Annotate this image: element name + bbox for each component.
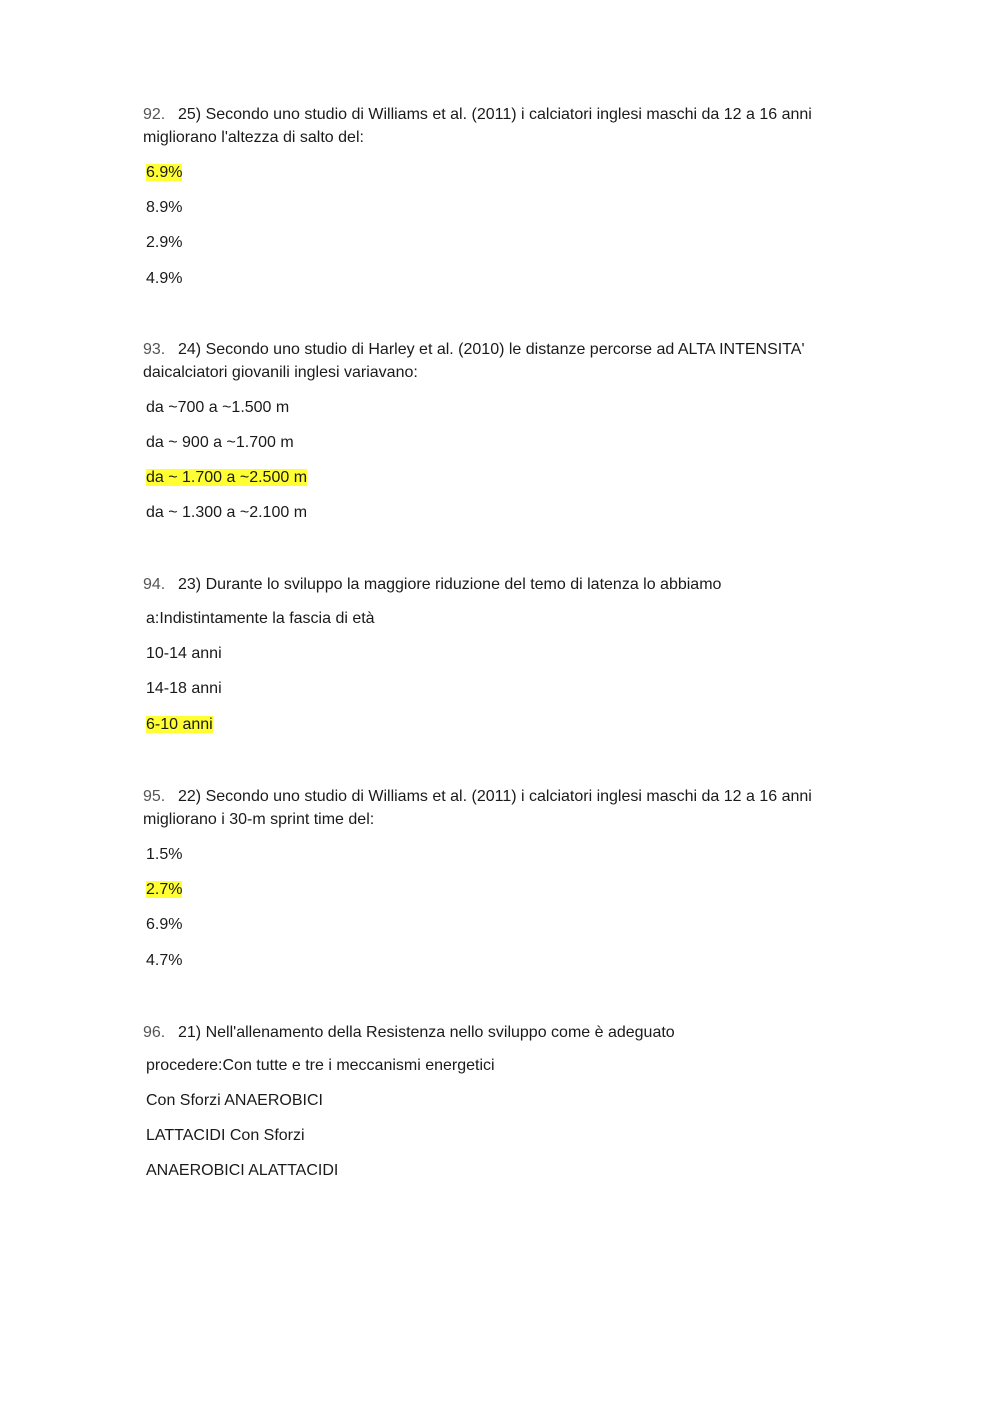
question-line-2: migliorano i 30-m sprint time del: xyxy=(143,811,375,828)
question-93 xyxy=(143,338,843,384)
question-text: 24) Secondo uno studio di Harley et al. (2010) le distanze percorse ad ALTA INTENSITA' xyxy=(178,341,805,358)
question-number: 92. xyxy=(143,106,166,123)
answer-option xyxy=(146,880,182,900)
question-number: 93. xyxy=(143,341,166,358)
answer-option xyxy=(146,468,307,488)
highlighted-answer: 6.9% xyxy=(146,164,183,181)
answer-option: a:Indistintamente la fascia di età xyxy=(146,610,375,627)
question-94 xyxy=(143,573,843,596)
question-number: 95. xyxy=(143,788,166,805)
answer-option: da ~700 a ~1.500 m xyxy=(146,399,290,416)
question-line-1 xyxy=(143,103,843,126)
answer-option: LATTACIDI Con Sforzi xyxy=(146,1127,305,1144)
answer-option: 1.5% xyxy=(146,846,183,863)
highlighted-answer: 6-10 anni xyxy=(146,716,213,733)
question-line-2: migliorano l'altezza di salto del: xyxy=(143,129,364,146)
question-line-2: daicalciatori giovanili inglesi variavano: xyxy=(143,364,418,381)
answer-option: 6.9% xyxy=(146,916,183,933)
question-line-1 xyxy=(143,1021,843,1044)
question-line-1 xyxy=(143,573,843,596)
question-text: 25) Secondo uno studio di Williams et al. (2011) i calciatori inglesi maschi da 12 a 16 anni xyxy=(178,106,812,123)
question-line-1 xyxy=(143,338,843,361)
answer-option: 8.9% xyxy=(146,199,183,216)
answer-option xyxy=(146,715,213,735)
question-text: 23) Durante lo sviluppo la maggiore riduzione del temo di latenza lo abbiamo xyxy=(178,576,722,593)
question-line-1 xyxy=(143,785,843,808)
answer-option: Con Sforzi ANAEROBICI xyxy=(146,1092,323,1109)
question-96 xyxy=(143,1021,843,1044)
question-number: 94. xyxy=(143,576,166,593)
answer-option: 4.7% xyxy=(146,952,183,969)
answer-option: da ~ 900 a ~1.700 m xyxy=(146,434,294,451)
question-92 xyxy=(143,103,843,149)
highlighted-answer: 2.7% xyxy=(146,881,183,898)
highlighted-answer: da ~ 1.700 a ~2.500 m xyxy=(146,469,308,486)
answer-option: 2.9% xyxy=(146,234,183,251)
answer-option: 4.9% xyxy=(146,270,183,287)
question-number: 96. xyxy=(143,1024,166,1041)
answer-option: 10-14 anni xyxy=(146,645,222,662)
answer-option xyxy=(146,163,182,183)
answer-option: 14-18 anni xyxy=(146,680,222,697)
question-text: 22) Secondo uno studio di Williams et al. (2011) i calciatori inglesi maschi da 12 a 16 anni xyxy=(178,788,812,805)
answer-option: da ~ 1.300 a ~2.100 m xyxy=(146,504,308,521)
question-95 xyxy=(143,785,843,831)
answer-option: ANAEROBICI ALATTACIDI xyxy=(146,1162,339,1179)
question-text: 21) Nell'allenamento della Resistenza nello sviluppo come è adeguato xyxy=(178,1024,675,1041)
answer-option: procedere:Con tutte e tre i meccanismi energetici xyxy=(146,1057,495,1074)
